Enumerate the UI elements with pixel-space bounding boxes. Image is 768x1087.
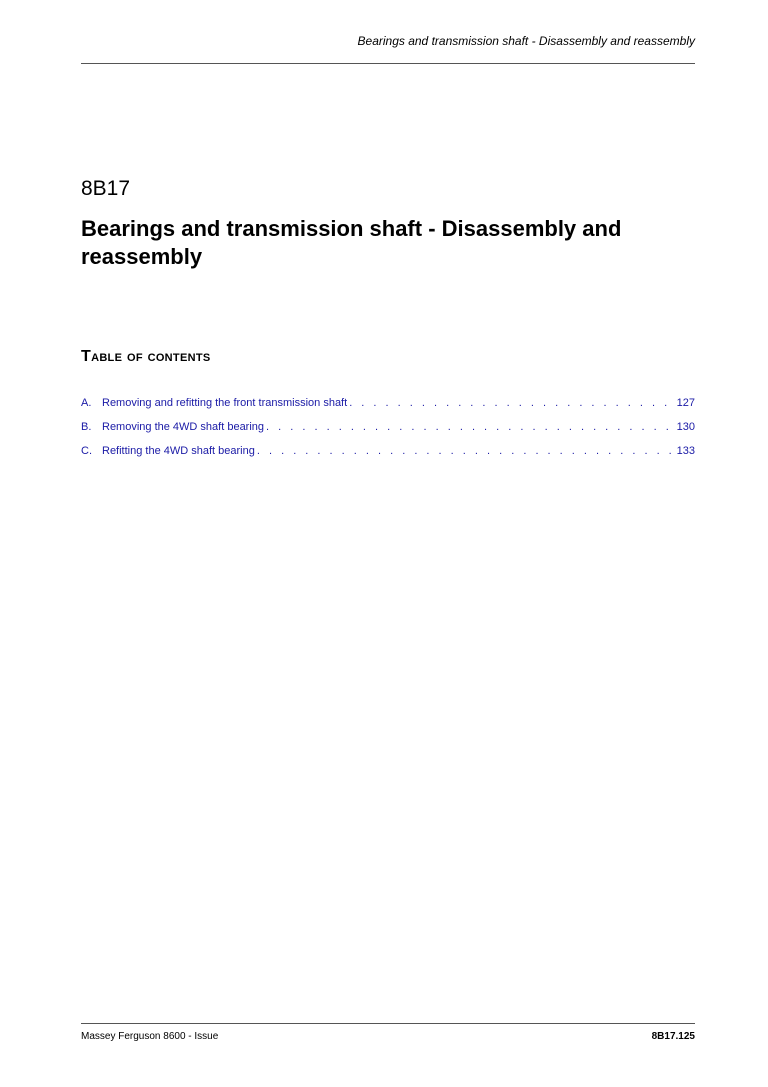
- toc-heading: Table of contents: [81, 348, 211, 365]
- footer-page-number: 8B17.125: [651, 1031, 695, 1042]
- toc-item-text: Removing the 4WD shaft bearing: [102, 421, 265, 433]
- toc-item-text: Removing and refitting the front transmission shaft: [102, 397, 348, 409]
- section-title: Bearings and transmission shaft - Disassembly and reassembly: [81, 216, 622, 269]
- toc-item-letter: B.: [81, 421, 92, 433]
- toc-list: [81, 397, 695, 469]
- toc-item-page: 130: [676, 421, 695, 433]
- toc-leader-dots: [257, 445, 675, 457]
- footer-manual-title: Massey Ferguson 8600 - Issue: [81, 1031, 219, 1042]
- toc-item-letter: C.: [81, 445, 92, 457]
- footer-rule: [81, 1023, 695, 1024]
- toc-item-text: Refitting the 4WD shaft bearing: [102, 445, 255, 457]
- header-rule: [81, 63, 695, 64]
- toc-item-page: 133: [676, 445, 695, 457]
- running-header: Bearings and transmission shaft - Disassembly and reassembly: [357, 34, 695, 48]
- toc-leader-dots: [266, 421, 675, 433]
- toc-leader-dots: [349, 397, 674, 409]
- toc-item-a[interactable]: [81, 397, 695, 421]
- section-code: 8B17: [81, 177, 131, 200]
- toc-item-c[interactable]: [81, 445, 695, 469]
- toc-item-page: 127: [676, 397, 695, 409]
- toc-item-b[interactable]: [81, 421, 695, 445]
- toc-item-letter: A.: [81, 397, 92, 409]
